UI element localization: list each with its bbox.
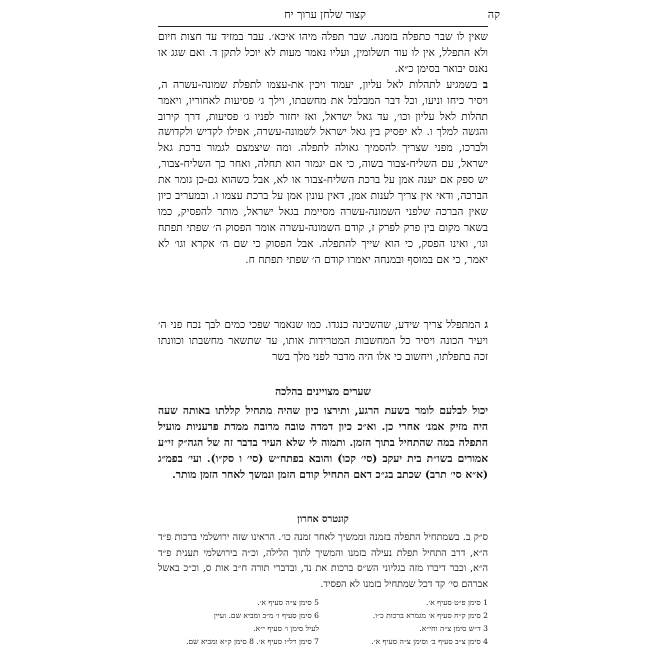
paragraph-marker: ב <box>482 78 488 91</box>
paragraph-g <box>158 318 488 366</box>
header-rule <box>158 26 488 27</box>
kuntres-heading: קונטרס אחרון <box>297 514 349 525</box>
paragraph-marker: ג <box>484 319 488 331</box>
footnote: לעיל סימן ו׳ סעיף י״א. <box>253 624 319 633</box>
paragraph-text: המתפלל צריך שידע, שהשכינה כנגדו. כמו שנאמר שפכי כמים לבך נכח פני ה׳ ויעיר הכונה ויסיר כל המחשבות המטרידות אותו, עד שתשאר מחשבתו וכוונתו זכה בתפלתו, ויחשוב כי אלו היה מדבר לפני מלך בשר <box>158 319 488 363</box>
running-title: קצור שלחן ערוך יח <box>284 8 366 21</box>
footnote: 1 סימן פ״ט סעיף א׳. <box>426 598 488 607</box>
running-header <box>150 8 500 24</box>
sheariim-text: יכול לבלעם לומר בשעת הרגע, ותירצו כיון שהיה מתחיל קללתו באותה שעה היה מזיק אמנ׳ אחרי כן. וא״כ כיון דמדה טובה מרובה ממדת פרעניות מועיל התפלה במה שהתחיל בתוך הזמן. ותמוה לי שלא העיר בדבר זה של הגה״ק זי״ע אמורים בשו״ת בית יעקב (סי׳ קכו) והובא בפתח״ש (סי׳ ו סק״ו). ועי׳ בפמ״ג (א״א סי׳ תרב) שכתב בג״כ דאם התחיל קודם הזמן ונמשך לאחר הזמן מותר. <box>158 405 488 481</box>
page-number: קה <box>487 8 500 21</box>
footnote: 6 סימן סעיף ו׳ מ״ב ומביא שם. ועיין <box>213 611 319 620</box>
footnote: 2 סימן ק״ח סעיף א׳ מגמרא ברכות כ״ו. <box>372 611 488 620</box>
kuntres-text: ס״ק ב. בשמתחיל התפלה בזמנה וממשיך לאחר זמנה כו׳. הראינו שזה ירושלמי ברכות פ״ד ה״א, דרב התחיל תפלת נעילה בזמנו והמשיך לתוך הלילה, וכ״ה בירושלמי תענית פ״ד ה״א, וכבר דיברו מזה בגליוני הש״ס ברכות את נד, ובדברי תורה ח״ב אות ס, וכ״כ באשל אברהם סי׳ קד דכל שמתחיל בזמנו לא הפסיד. <box>158 532 488 590</box>
footnotes <box>158 596 488 648</box>
intro-paragraph: שאין לו שבר כתפלה בזמנה. שבר תפלה מיהו איכא׳. עבר במזיד עד חצות חיום ולא התפלל, אין לו עוד תשלומין, ועליו נאמר מעות לא יוכל לתקן ד. ואם שגג או נאנס יבואר בסימן כ״א. <box>158 31 488 75</box>
footnote: 4 סימן צ״ב סעיף ב׳ וסימן צ״ה סעיף א׳. <box>371 637 488 646</box>
footnote: 5 סימן צ״ה סעיף א׳. <box>257 598 319 607</box>
paragraph-text: בשמגיע לתהלות לאל עליון, יעמוד ויכין את-עצמו לתפלת שמונה-עשרה ה, ויסיר כיחו וניעו, וכל דבר המבלבל את מחשבתו, וילך ג׳ פסיעות לאחוריו, ויאמר תהלות לאל עליון וכו׳, עד גאל ישראל, ואז יחזור לפניו ג׳ פסיעות, דרך קירוב והגשה למלך ו. לא יפסיק בין גאל ישראל לשמונה-עשרה, אפילו לקדיש ולקדושה ולברכו, מפני שצריך להסמיך גאולה לתפלה. ומה שיצמצם לגמור ברכת גאל ישראל, עם השליח-צבור בשוה, כי אם יגמור הוא תחלה, ואחר כך השליח-צבור, יש ספק אם יענה אמן על ברכת השליח-צבור או לא, אבל כשהוא גם-כן גומר את הברכה, ודאי אין צריך לענות אמן, דאין עונין אמן על ברכת עצמו ו. ובמעריב כיון שאין הברכה שלפני השמונה-עשרה מסיימת בגאל ישראל, מותר להפסיק, כמו בשאר מקום בין פרק לפרק ז, קודם השמונה-עשרה אומר הפסוק ה׳ שפתי תפתח וגו׳, ואינו הפסק, כי הוא שייך להתפלה. אבל הפסוק כי שם ה׳ אקרא וגו׳ לא יאמר, כי אם במוסף ובמנחה יאמרו קודם ה׳ שפתי תפתח ח. <box>158 78 488 266</box>
sheariim-heading: שערים מצויינים בהלכה <box>275 386 371 398</box>
paragraph-b <box>158 78 488 269</box>
paragraph-g-block <box>158 318 488 380</box>
footnote: 3 ד״ש סימן צ״ה וחי״א. <box>419 624 488 633</box>
footnote: 7 סימן רל״ו סעיף א׳. 8 סימן ק״א ומביא שם. <box>186 637 319 646</box>
main-text <box>158 30 488 310</box>
